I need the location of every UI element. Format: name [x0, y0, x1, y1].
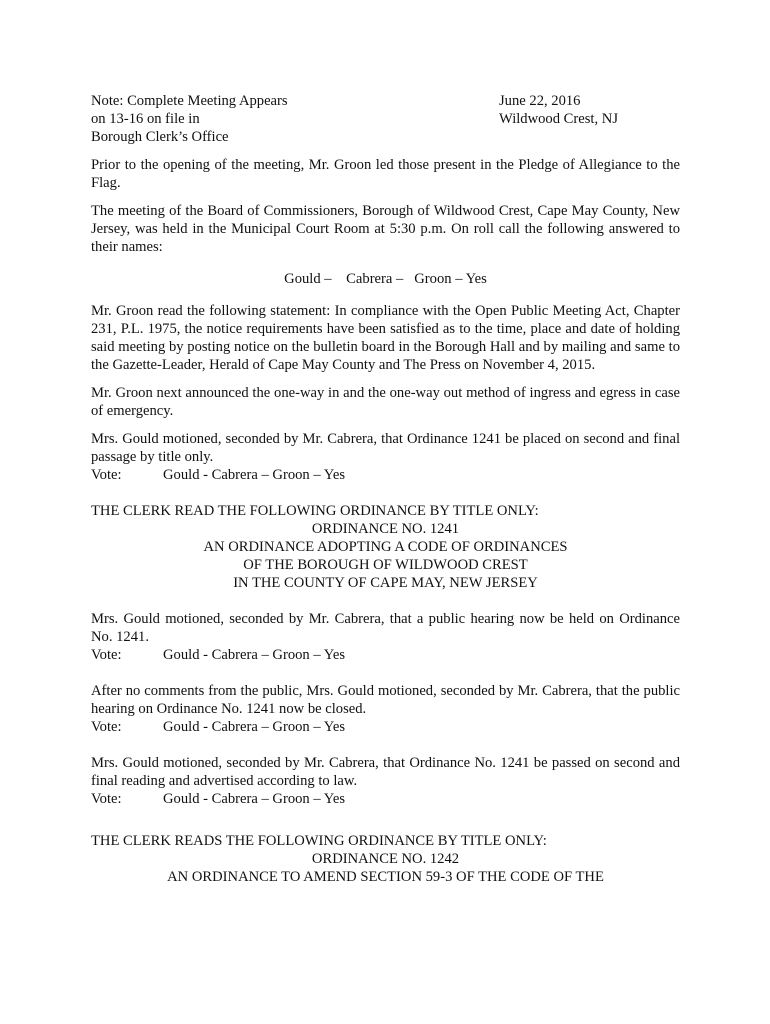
motion-paragraph: Mrs. Gould motioned, seconded by Mr. Cabrera, that Ordinance 1241 be placed on second and final passage by title only.	[91, 431, 680, 465]
vote-label: Vote:	[91, 647, 122, 663]
statement-paragraph: Mr. Groon read the following statement: In compliance with the Open Public Meeting Act, Chapter 231, P.L. 1975, the notice requirements have been satisfied as to the time, place and date of holding said meeting by posting notice on the bulletin board in the Borough Hall and by mailing and same to the Gazette-Leader, Herald of Cape May County and The Press on November 4, 2015.	[91, 303, 680, 373]
vote-line	[91, 790, 680, 808]
vote-value: Gould - Cabrera – Groon – Yes	[163, 647, 345, 663]
date-location	[499, 92, 689, 128]
vote-label: Vote:	[91, 467, 122, 483]
ordinance-title-line: AN ORDINANCE ADOPTING A CODE OF ORDINANCES	[203, 539, 568, 555]
vote-line	[91, 466, 680, 484]
meeting-location: Wildwood Crest, NJ	[499, 111, 618, 127]
document-page	[91, 92, 680, 886]
ordinance-number: ORDINANCE NO. 1242	[311, 851, 460, 867]
vote-line	[91, 718, 680, 736]
roll-call: Gould – Cabrera – Groon – Yes	[284, 271, 487, 287]
ordinance-title-line: AN ORDINANCE TO AMEND SECTION 59-3 OF THE CODE OF THE	[167, 869, 604, 885]
clerk-read-heading: THE CLERK READ THE FOLLOWING ORDINANCE BY TITLE ONLY:	[91, 503, 539, 519]
header	[91, 92, 680, 146]
vote-label: Vote:	[91, 719, 122, 735]
vote-label: Vote:	[91, 791, 122, 807]
clerk-read-heading: THE CLERK READS THE FOLLOWING ORDINANCE BY TITLE ONLY:	[91, 833, 547, 849]
note-line: Note: Complete Meeting Appears	[91, 93, 288, 109]
meeting-paragraph: The meeting of the Board of Commissioners, Borough of Wildwood Crest, Cape May County, New Jersey, was held in the Municipal Court Room at 5:30 p.m. On roll call the following answered to their names:	[91, 203, 680, 255]
vote-value: Gould - Cabrera – Groon – Yes	[163, 719, 345, 735]
note-line: on 13-16 on file in	[91, 111, 200, 127]
meeting-date: June 22, 2016	[499, 93, 581, 109]
vote-value: Gould - Cabrera – Groon – Yes	[163, 791, 345, 807]
ordinance-title-line: IN THE COUNTY OF CAPE MAY, NEW JERSEY	[233, 575, 538, 591]
note-line: Borough Clerk’s Office	[91, 129, 229, 145]
motion-paragraph: Mrs. Gould motioned, seconded by Mr. Cabrera, that Ordinance No. 1241 be passed on second and final reading and advertised according to law.	[91, 755, 680, 789]
note	[91, 92, 391, 146]
ordinance-title-line: OF THE BOROUGH OF WILDWOOD CREST	[243, 557, 528, 573]
egress-paragraph: Mr. Groon next announced the one-way in and the one-way out method of ingress and egress in case of emergency.	[91, 385, 680, 419]
ordinance-1241-block	[91, 502, 680, 592]
motion-paragraph: Mrs. Gould motioned, seconded by Mr. Cabrera, that a public hearing now be held on Ordinance No. 1241.	[91, 611, 680, 645]
ordinance-1242-block	[91, 832, 680, 886]
pledge-paragraph: Prior to the opening of the meeting, Mr. Groon led those present in the Pledge of Allegiance to the Flag.	[91, 157, 680, 191]
vote-line	[91, 646, 680, 664]
motion-paragraph: After no comments from the public, Mrs. Gould motioned, seconded by Mr. Cabrera, that the public hearing on Ordinance No. 1241 now be closed.	[91, 683, 680, 717]
ordinance-number: ORDINANCE NO. 1241	[311, 521, 460, 537]
vote-value: Gould - Cabrera – Groon – Yes	[163, 467, 345, 483]
